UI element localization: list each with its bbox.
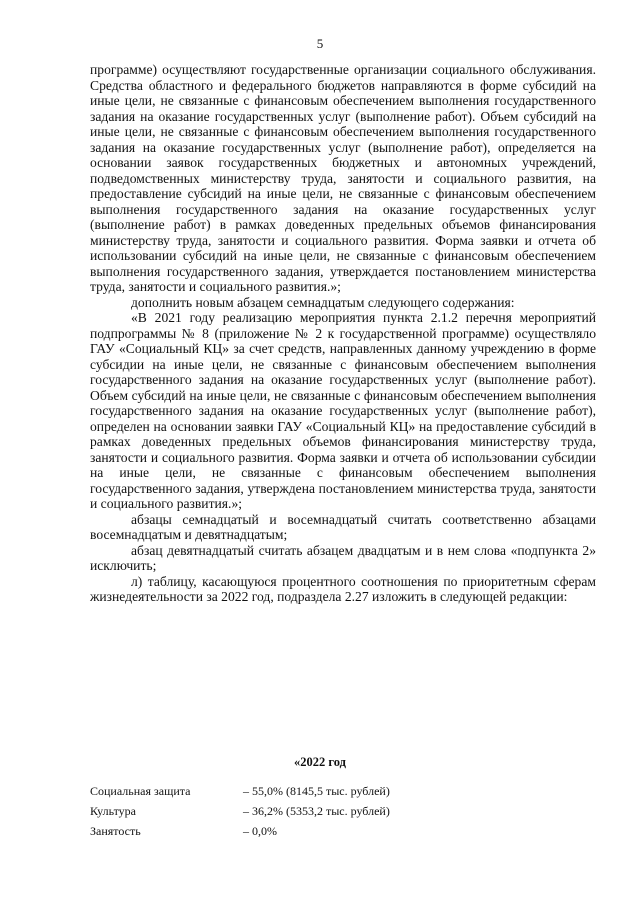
paragraph-subsidies-description: программе) осуществляют государственные организации социального обслуживания. Средства областного и федерального бюджетов направляются в форме субсидий на иные цели, не связанные с финансовым обеспечением выполнения государственного задания на оказание государственных услуг (выполнение работ). Объем субсидий на иные цели, не связанные с финансовым обеспечением выполнения государственного задания на оказание государственных услуг (выполнение работ), определяется на основании заявок государственных бюджетных и автономных учреждений, подведомственных министерству труда, занятости и социального развития, на предоставление субсидий на иные цели, не связанные с финансовым обеспечением выполнения государственного задания на оказание государственных услуг (выполнение работ) в рамках доведенных предельных объемов финансирования министерству труда, занятости и социального развития. Форма заявки и отчета об использовании субсидий на иные цели, не связанные с финансовым обеспечением выполнения государственного задания, утверждается постановлением министерства труда, занятости и социального развития.»; — [90, 62, 596, 294]
paragraph-nineteenth-abzac: абзац девятнадцатый считать абзацем двадцатым и в нем слова «подпункта 2» исключить; — [90, 542, 596, 573]
row-label: Занятость — [90, 824, 141, 838]
section-year-heading: «2022 год — [294, 755, 346, 769]
paragraph-table-amendment: л) таблицу, касающуюся процентного соотношения по приоритетным сферам жизнедеятельности за 2022 год, подраздела 2.27 изложить в следующей редакции: — [90, 573, 596, 604]
paragraph-renumber-abzacs: абзацы семнадцатый и восемнадцатый считать соответственно абзацами восемнадцатым и девятнадцатым; — [90, 511, 596, 542]
row-label: Культура — [90, 804, 136, 818]
page-number: 5 — [316, 36, 324, 51]
table-row — [90, 804, 596, 824]
document-body — [90, 62, 596, 605]
row-label: Социальная защита — [90, 784, 191, 798]
table-row — [90, 784, 596, 804]
row-value: – 0,0% — [243, 824, 277, 838]
paragraph-2021-implementation: «В 2021 году реализацию мероприятия пункта 2.1.2 перечня мероприятий подпрограммы № 8 (приложение № 2 к государственной программе) осуществляло ГАУ «Социальный КЦ» за счет средств, направленных данному учреждению в форме субсидии на иные цели, не связанные с финансовым обеспечением выполнения государственного задания на оказание государственных услуг (выполнение работ). Объем субсидий на иные цели, не связанные с финансовым обеспечением выполнения государственного задания на оказание государственных услуг (выполнение работ), определен на основании заявки ГАУ «Социальный КЦ» на предоставление субсидий в рамках доведенных предельных объемов финансирования министерству труда, занятости и социального развития. Форма заявки и отчета об использовании субсидии на иные цели, не связанные с финансовым обеспечением выполнения государственного задания, утверждена постановлением министерства труда, занятости и социального развития.»; — [90, 310, 596, 511]
paragraph-add-seventeenth-abzac: дополнить новым абзацем семнадцатым следующего содержания: — [131, 294, 515, 310]
row-value: – 55,0% (8145,5 тыс. рублей) — [243, 784, 390, 798]
priority-spheres-table — [90, 784, 596, 844]
table-row — [90, 824, 596, 844]
row-value: – 36,2% (5353,2 тыс. рублей) — [243, 804, 390, 818]
